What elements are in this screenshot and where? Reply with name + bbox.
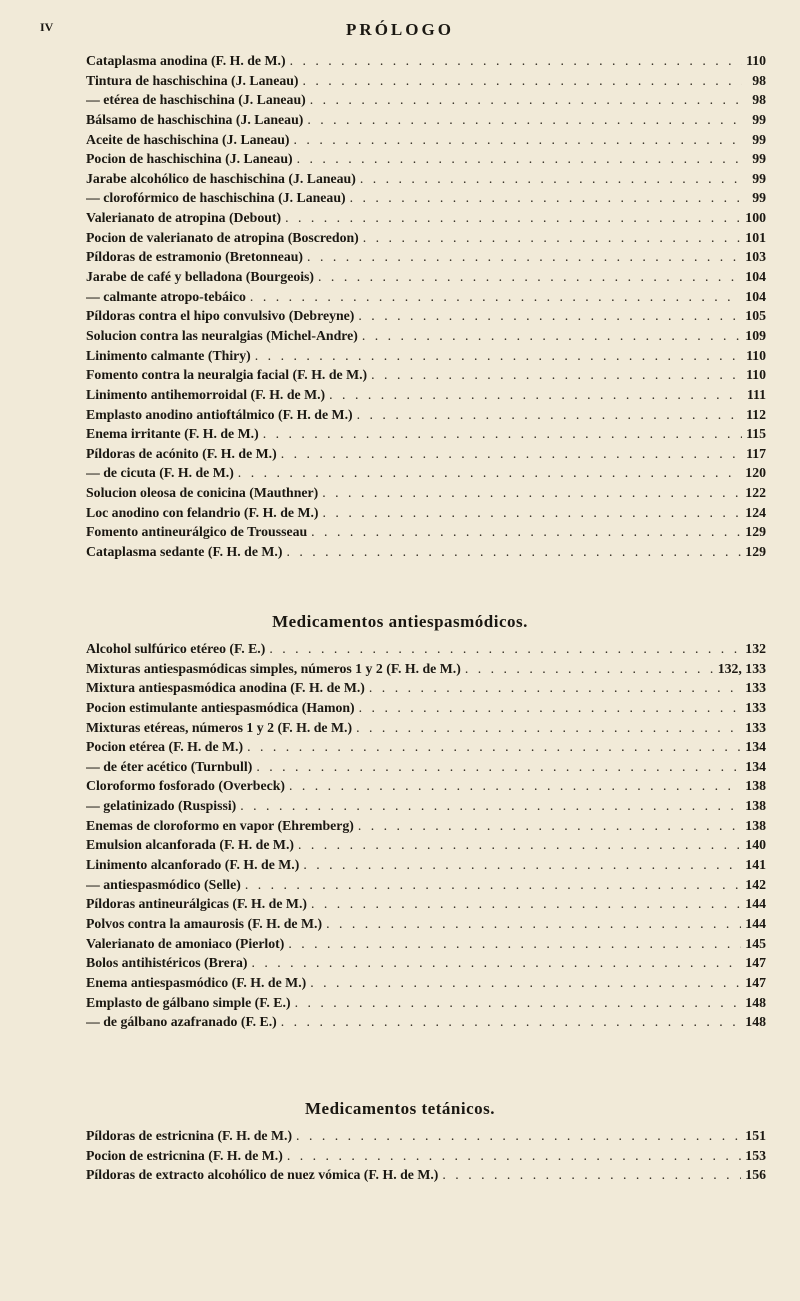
entry-page-number: 138 bbox=[745, 817, 766, 833]
entry-title: — gelatinizado (Ruspissi) bbox=[86, 798, 237, 814]
entry-page-number: 142 bbox=[745, 876, 766, 892]
dot-leader bbox=[251, 955, 741, 971]
index-entry bbox=[86, 818, 766, 838]
index-entry bbox=[86, 210, 766, 230]
dot-leader bbox=[269, 641, 741, 657]
index-entry bbox=[86, 230, 766, 250]
entry-title: Enemas de cloroformo en vapor (Ehremberg) bbox=[86, 817, 354, 833]
formula-list-analgesic bbox=[86, 53, 766, 564]
dot-leader bbox=[311, 896, 741, 912]
index-entry bbox=[86, 936, 766, 956]
entry-page-number: 151 bbox=[745, 1128, 766, 1143]
entry-page-number: 101 bbox=[745, 229, 766, 245]
entry-title: Valerianato de amoniaco (Pierlot) bbox=[86, 935, 285, 951]
entry-title: Solucion oleosa de conicina (Mauthner) bbox=[86, 485, 319, 501]
entry-page-number: 138 bbox=[745, 798, 766, 814]
dot-leader bbox=[263, 426, 742, 442]
entry-page-number: 112 bbox=[746, 406, 766, 422]
entry-title: Píldoras contra el hipo convulsivo (Debreyne) bbox=[86, 308, 355, 324]
entry-page-number: 120 bbox=[745, 465, 766, 481]
entry-page-number: 134 bbox=[745, 758, 766, 774]
entry-page-number: 147 bbox=[745, 955, 766, 971]
index-entry bbox=[86, 759, 766, 779]
entry-title: Bálsamo de haschischina (J. Laneau) bbox=[86, 111, 304, 127]
index-entry bbox=[86, 916, 766, 936]
entry-title: Aceite de haschischina (J. Laneau) bbox=[86, 131, 290, 147]
entry-page-number: 104 bbox=[745, 288, 766, 304]
dot-leader bbox=[310, 92, 742, 108]
dot-leader bbox=[288, 936, 741, 952]
entry-title: Loc anodino con felandrio (F. H. de M.) bbox=[86, 504, 319, 520]
entry-title: Píldoras de estramonio (Bretonneau) bbox=[86, 249, 304, 265]
dot-leader bbox=[255, 348, 742, 364]
dot-leader bbox=[303, 73, 743, 89]
index-entry bbox=[86, 896, 766, 916]
dot-leader bbox=[369, 680, 741, 696]
entry-title: — de gálbano azafranado (F. E.) bbox=[86, 1014, 277, 1030]
index-entry bbox=[86, 151, 766, 171]
index-entry bbox=[86, 446, 766, 466]
dot-leader bbox=[310, 975, 741, 991]
entry-page-number: 110 bbox=[746, 347, 766, 363]
entry-page-number: 124 bbox=[745, 504, 766, 520]
entry-title: Píldoras de acónito (F. H. de M.) bbox=[86, 445, 277, 461]
dot-leader bbox=[290, 53, 742, 69]
entry-page-number: 129 bbox=[745, 544, 766, 560]
index-entry bbox=[86, 857, 766, 877]
section-heading-tetanic: Medicamentos tetánicos. bbox=[305, 1099, 495, 1118]
formula-list-tetanic bbox=[86, 1128, 766, 1187]
entry-title: Alcohol sulfúrico etéreo (F. E.) bbox=[86, 641, 266, 656]
dot-leader bbox=[285, 210, 741, 226]
dot-leader bbox=[298, 837, 741, 853]
entry-page-number: 132 bbox=[745, 641, 766, 656]
index-entry bbox=[86, 465, 766, 485]
dot-leader bbox=[245, 877, 741, 893]
entry-page-number: 100 bbox=[745, 210, 766, 226]
dot-leader bbox=[238, 465, 742, 481]
entry-page-number: 99 bbox=[752, 151, 766, 167]
entry-page-number: 99 bbox=[752, 111, 766, 127]
entry-title: Emplasto anodino antioftálmico (F. H. de M.) bbox=[86, 406, 353, 422]
entry-page-number: 145 bbox=[745, 935, 766, 951]
section-heading-antispasmodic: Medicamentos antiespasmódicos. bbox=[272, 612, 528, 631]
entry-page-number: 115 bbox=[746, 426, 766, 442]
entry-title: Polvos contra la amaurosis (F. H. de M.) bbox=[86, 915, 323, 931]
entry-title: Pocion de haschischina (J. Laneau) bbox=[86, 151, 293, 167]
dot-leader bbox=[311, 524, 741, 540]
entry-title: Píldoras de extracto alcohólico de nuez vómica (F. H. de M.) bbox=[86, 1167, 439, 1183]
entry-title: Píldoras de estricnina (F. H. de M.) bbox=[86, 1128, 293, 1143]
entry-title: Linimento antihemorroidal (F. H. de M.) bbox=[86, 386, 326, 402]
index-entry bbox=[86, 798, 766, 818]
dot-leader bbox=[318, 269, 741, 285]
dot-leader bbox=[240, 798, 741, 814]
dot-leader bbox=[360, 171, 742, 187]
entry-page-number: 153 bbox=[745, 1147, 766, 1163]
dot-leader bbox=[357, 407, 742, 423]
index-entry bbox=[86, 426, 766, 446]
running-head bbox=[40, 20, 760, 42]
entry-page-number: 105 bbox=[745, 308, 766, 324]
dot-leader bbox=[281, 446, 742, 462]
index-entry bbox=[86, 73, 766, 93]
entry-page-number: 117 bbox=[746, 445, 766, 461]
running-title: PRÓLOGO bbox=[346, 20, 454, 39]
dot-leader bbox=[256, 759, 741, 775]
dot-leader bbox=[322, 485, 741, 501]
entry-page-number: 99 bbox=[752, 190, 766, 206]
entry-page-number: 138 bbox=[745, 778, 766, 794]
entry-title: Pocion de valerianato de atropina (Boscredon) bbox=[86, 229, 359, 245]
index-entry bbox=[86, 1014, 766, 1034]
entry-page-number: 122 bbox=[745, 485, 766, 501]
index-entry bbox=[86, 995, 766, 1015]
entry-title: Jarabe de café y belladona (Bourgeois) bbox=[86, 269, 315, 285]
entry-title: — calmante atropo-tebáico bbox=[86, 288, 246, 304]
entry-title: Mixturas etéreas, números 1 y 2 (F. H. de M.) bbox=[86, 719, 353, 735]
index-entry bbox=[86, 661, 766, 681]
index-entry bbox=[86, 877, 766, 897]
entry-page-number: 104 bbox=[745, 269, 766, 285]
index-entry bbox=[86, 485, 766, 505]
entry-title: Bolos antihistéricos (Brera) bbox=[86, 955, 248, 971]
dot-leader bbox=[356, 720, 741, 736]
entry-title: — clorofórmico de haschischina (J. Laneau) bbox=[86, 190, 346, 206]
page-number: IV bbox=[40, 20, 54, 34]
entry-title: Pocion de estricnina (F. H. de M.) bbox=[86, 1147, 283, 1163]
entry-title: Emplasto de gálbano simple (F. E.) bbox=[86, 994, 291, 1010]
dot-leader bbox=[465, 661, 714, 677]
index-entry bbox=[86, 1167, 766, 1187]
entry-page-number: 144 bbox=[745, 915, 766, 931]
entry-page-number: 148 bbox=[745, 994, 766, 1010]
index-entry bbox=[86, 524, 766, 544]
entry-title: Cloroformo fosforado (Overbeck) bbox=[86, 778, 285, 794]
entry-title: Solucion contra las neuralgias (Michel-Andre) bbox=[86, 327, 358, 343]
dot-leader bbox=[363, 230, 742, 246]
entry-page-number: 141 bbox=[745, 857, 766, 873]
entry-page-number: 98 bbox=[752, 92, 766, 108]
index-entry bbox=[86, 367, 766, 387]
dot-leader bbox=[362, 328, 741, 344]
entry-page-number: 109 bbox=[745, 327, 766, 343]
index-entry bbox=[86, 53, 766, 73]
entry-title: Valerianato de atropina (Debout) bbox=[86, 210, 282, 226]
entry-title: Mixturas antiespasmódicas simples, números 1 y 2 (F. H. de M.) bbox=[86, 660, 461, 676]
entry-title: Pocion estimulante antiespasmódica (Hamon) bbox=[86, 699, 355, 715]
dot-leader bbox=[358, 818, 741, 834]
dot-leader bbox=[326, 916, 741, 932]
index-entry bbox=[86, 778, 766, 798]
dot-leader bbox=[286, 544, 741, 560]
dot-leader bbox=[289, 778, 741, 794]
entry-title: Tintura de haschischina (J. Laneau) bbox=[86, 72, 299, 88]
entry-title: Cataplasma anodina (F. H. de M.) bbox=[86, 53, 286, 68]
entry-page-number: 98 bbox=[752, 72, 766, 88]
index-entry bbox=[86, 544, 766, 564]
dot-leader bbox=[303, 857, 741, 873]
dot-leader bbox=[295, 995, 742, 1011]
index-entry bbox=[86, 269, 766, 289]
index-entry bbox=[86, 171, 766, 191]
entry-page-number: 133 bbox=[745, 680, 766, 696]
index-entry bbox=[86, 975, 766, 995]
index-entry bbox=[86, 308, 766, 328]
entry-page-number: 99 bbox=[752, 170, 766, 186]
entry-title: — de cicuta (F. H. de M.) bbox=[86, 465, 234, 481]
dot-leader bbox=[371, 367, 742, 383]
index-entry bbox=[86, 955, 766, 975]
index-entry bbox=[86, 720, 766, 740]
dot-leader bbox=[247, 739, 741, 755]
entry-title: Linimento alcanforado (F. H. de M.) bbox=[86, 857, 300, 873]
dot-leader bbox=[250, 289, 741, 305]
index-entry bbox=[86, 92, 766, 112]
entry-title: Emulsion alcanforada (F. H. de M.) bbox=[86, 837, 294, 853]
dot-leader bbox=[296, 1128, 741, 1144]
index-entry bbox=[86, 249, 766, 269]
entry-title: — etérea de haschischina (J. Laneau) bbox=[86, 92, 306, 108]
entry-title: Cataplasma sedante (F. H. de M.) bbox=[86, 544, 283, 560]
entry-title: Mixtura antiespasmódica anodina (F. H. de M.) bbox=[86, 680, 365, 696]
dot-leader bbox=[359, 700, 742, 716]
entry-page-number: 144 bbox=[745, 896, 766, 912]
entry-page-number: 140 bbox=[745, 837, 766, 853]
index-entry bbox=[86, 641, 766, 661]
dot-leader bbox=[323, 505, 742, 521]
index-entry bbox=[86, 1148, 766, 1168]
index-entry bbox=[86, 112, 766, 132]
dot-leader bbox=[358, 308, 741, 324]
index-entry bbox=[86, 407, 766, 427]
entry-page-number: 148 bbox=[745, 1014, 766, 1030]
entry-page-number: 133 bbox=[745, 699, 766, 715]
index-entry bbox=[86, 190, 766, 210]
index-entry bbox=[86, 132, 766, 152]
entry-title: Enema irritante (F. H. de M.) bbox=[86, 426, 259, 442]
entry-title: Pocion etérea (F. H. de M.) bbox=[86, 739, 244, 755]
index-entry bbox=[86, 700, 766, 720]
entry-title: Jarabe alcohólico de haschischina (J. Laneau) bbox=[86, 170, 356, 186]
entry-title: Linimento calmante (Thiry) bbox=[86, 347, 251, 363]
index-entry bbox=[86, 739, 766, 759]
entry-title: — de éter acético (Turnbull) bbox=[86, 758, 253, 774]
entry-title: Enema antiespasmódico (F. H. de M.) bbox=[86, 974, 307, 990]
index-entry bbox=[86, 505, 766, 525]
index-entry bbox=[86, 680, 766, 700]
index-entry bbox=[86, 387, 766, 407]
dot-leader bbox=[350, 190, 742, 206]
entry-page-number: 134 bbox=[745, 739, 766, 755]
entry-page-number: 133 bbox=[745, 719, 766, 735]
index-entry bbox=[86, 328, 766, 348]
entry-title: Fomento antineurálgico de Trousseau bbox=[86, 524, 308, 540]
entry-title: Fomento contra la neuralgia facial (F. H. de M.) bbox=[86, 367, 368, 383]
index-entry bbox=[86, 348, 766, 368]
dot-leader bbox=[329, 387, 742, 403]
dot-leader bbox=[307, 249, 741, 265]
index-entry bbox=[86, 289, 766, 309]
formula-list-antispasmodic bbox=[86, 641, 766, 1034]
dot-leader bbox=[442, 1167, 741, 1183]
dot-leader bbox=[307, 112, 742, 128]
entry-page-number: 132, 133 bbox=[717, 660, 766, 676]
dot-leader bbox=[294, 132, 742, 148]
entry-page-number: 103 bbox=[745, 249, 766, 265]
dot-leader bbox=[297, 151, 742, 167]
entry-page-number: 110 bbox=[746, 53, 766, 68]
entry-page-number: 110 bbox=[746, 367, 766, 383]
entry-title: — antiespasmódico (Selle) bbox=[86, 876, 241, 892]
entry-page-number: 99 bbox=[752, 131, 766, 147]
dot-leader bbox=[287, 1148, 741, 1164]
index-entry bbox=[86, 1128, 766, 1148]
index-entry bbox=[86, 837, 766, 857]
entry-page-number: 147 bbox=[745, 974, 766, 990]
entry-page-number: 111 bbox=[746, 386, 766, 402]
entry-title: Píldoras antineurálgicas (F. H. de M.) bbox=[86, 896, 307, 912]
dot-leader bbox=[281, 1014, 742, 1030]
entry-page-number: 129 bbox=[745, 524, 766, 540]
entry-page-number: 156 bbox=[745, 1167, 766, 1183]
